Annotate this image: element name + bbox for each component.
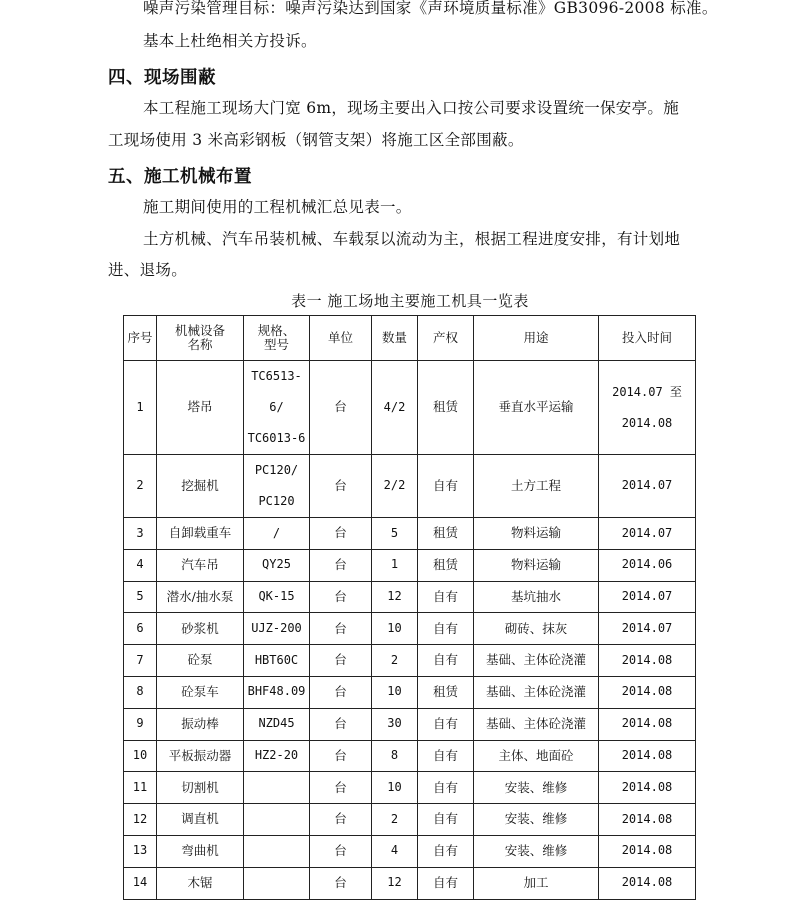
- cell-unit: [310, 740, 372, 772]
- noise-goal-text: 噪声污染管理目标：噪声污染达到国家《声环境质量标准》GB3096-2008 标准。: [143, 0, 718, 17]
- header-name-line1: 机械设备: [174, 322, 225, 338]
- header-name-line2: 名称: [187, 337, 213, 352]
- cell-date: [599, 740, 696, 772]
- cell-usage-text: 基础、主体砼浇灌: [485, 715, 586, 731]
- cell-spec: [244, 361, 310, 455]
- table-row: [124, 772, 696, 804]
- cell-date-text: 2014.08: [621, 415, 673, 430]
- cell-usage: [474, 361, 599, 455]
- cell-date: [599, 772, 696, 804]
- table-row: [124, 455, 696, 518]
- header-spec: [244, 316, 310, 361]
- cell-usage: [474, 613, 599, 645]
- cell-spec: [244, 581, 310, 613]
- cell-name-text: 砼泵: [187, 652, 213, 668]
- cell-unit-text: 台: [334, 588, 347, 604]
- cell-unit: [310, 645, 372, 677]
- cell-usage-text: 安装、维修: [504, 811, 568, 827]
- cell-date-text: 2014.07: [621, 525, 673, 540]
- cell-unit-text: 台: [334, 715, 347, 731]
- cell-no-text: 10: [132, 748, 148, 763]
- cell-date-text: 2014.07 至: [612, 384, 682, 399]
- cell-no: [124, 549, 157, 581]
- site-enclosure-heading: 四、现场围蔽: [108, 68, 216, 88]
- cell-no: [124, 581, 157, 613]
- cell-unit: [310, 613, 372, 645]
- cell-qty: [372, 518, 418, 550]
- cell-qty-text: 1: [390, 557, 399, 572]
- cell-ownership: [418, 772, 474, 804]
- cell-unit: [310, 804, 372, 836]
- cell-name-text: 振动棒: [181, 715, 219, 731]
- cell-usage: [474, 867, 599, 899]
- cell-no: [124, 708, 157, 740]
- cell-name-text: 砼泵车: [181, 684, 219, 700]
- cell-ownership-text: 自有: [432, 747, 458, 763]
- cell-date-text: 2014.08: [621, 748, 673, 763]
- cell-ownership: [418, 835, 474, 867]
- cell-qty: [372, 455, 418, 518]
- table-row: [124, 708, 696, 740]
- cell-unit: [310, 772, 372, 804]
- cell-qty-text: 10: [387, 620, 402, 635]
- cell-usage-text: 基坑抽水: [510, 588, 561, 604]
- cell-name: [157, 581, 244, 613]
- cell-date: [599, 455, 696, 518]
- cell-ownership: [418, 676, 474, 708]
- cell-unit-text: 台: [334, 557, 347, 572]
- header-spec-line1: 规格、: [257, 322, 296, 338]
- cell-unit: [310, 455, 372, 518]
- header-usage: 用途: [474, 316, 599, 361]
- cell-qty: [372, 708, 418, 740]
- machinery-paragraph-line1: 施工期间使用的工程机械汇总见表一。: [143, 198, 412, 216]
- cell-unit: [310, 361, 372, 455]
- cell-qty-text: 5: [390, 525, 399, 540]
- cell-name-text: 汽车吊: [181, 557, 219, 572]
- cell-qty: [372, 581, 418, 613]
- cell-qty: [372, 676, 418, 708]
- cell-name: [157, 804, 244, 836]
- cell-date-text: 2014.08: [621, 716, 673, 731]
- cell-qty: [372, 740, 418, 772]
- cell-no: [124, 804, 157, 836]
- cell-name-text: 弯曲机: [181, 843, 219, 859]
- header-qty: 数量: [372, 316, 418, 361]
- cell-date: [599, 708, 696, 740]
- cell-no-text: 4: [136, 557, 144, 572]
- cell-date-text: 2014.08: [621, 843, 673, 858]
- cell-qty: [372, 804, 418, 836]
- cell-spec-text: HZ2-20: [254, 748, 299, 763]
- cell-spec: [244, 549, 310, 581]
- cell-name-text: 塔吊: [187, 399, 213, 415]
- cell-date-text: 2014.07: [621, 620, 673, 635]
- cell-ownership-text: 租赁: [432, 557, 458, 572]
- cell-qty-text: 2/2: [383, 478, 406, 493]
- cell-date-text: 2014.08: [621, 811, 673, 826]
- cell-unit-text: 台: [334, 620, 347, 636]
- cell-ownership: [418, 740, 474, 772]
- cell-date: [599, 676, 696, 708]
- header-no: 序号: [124, 316, 157, 361]
- cell-spec-text: TC6513-6/: [251, 369, 302, 414]
- cell-usage: [474, 676, 599, 708]
- cell-name: [157, 518, 244, 550]
- cell-spec: [244, 518, 310, 550]
- header-spec-line2: 型号: [263, 337, 289, 352]
- cell-no-text: 2: [136, 478, 144, 493]
- cell-qty-text: 12: [387, 589, 402, 604]
- cell-spec-text: HBT60C: [254, 652, 299, 667]
- cell-date-text: 2014.06: [621, 557, 673, 572]
- table-row: [124, 835, 696, 867]
- cell-qty-text: 8: [390, 748, 399, 763]
- cell-usage: [474, 518, 599, 550]
- cell-date: [599, 518, 696, 550]
- table-row: [124, 645, 696, 677]
- cell-ownership-text: 自有: [432, 811, 458, 827]
- cell-ownership-text: 自有: [432, 588, 458, 604]
- cell-ownership-text: 自有: [432, 843, 458, 859]
- cell-usage: [474, 549, 599, 581]
- table-caption: 表一 施工场地主要施工机具一览表: [291, 292, 529, 310]
- cell-spec-text: BHF48.09: [247, 684, 306, 699]
- cell-qty: [372, 867, 418, 899]
- cell-name: [157, 708, 244, 740]
- header-ownership: 产权: [418, 316, 474, 361]
- cell-unit-text: 台: [334, 399, 347, 415]
- cell-ownership: [418, 518, 474, 550]
- cell-usage-text: 基础、主体砼浇灌: [485, 684, 586, 700]
- cell-no-text: 14: [132, 875, 148, 890]
- cell-ownership-text: 自有: [432, 874, 458, 890]
- cell-unit-text: 台: [334, 843, 347, 859]
- cell-unit: [310, 581, 372, 613]
- cell-no: [124, 676, 157, 708]
- cell-date-text: 2014.08: [621, 875, 673, 890]
- cell-unit: [310, 835, 372, 867]
- cell-usage-text: 垂直水平运输: [498, 399, 574, 415]
- cell-no-text: 11: [132, 779, 148, 794]
- cell-ownership-text: 自有: [432, 779, 458, 795]
- cell-usage: [474, 708, 599, 740]
- cell-spec-text: NZD45: [258, 716, 295, 731]
- cell-no: [124, 518, 157, 550]
- cell-name: [157, 740, 244, 772]
- cell-no-text: 6: [136, 620, 144, 635]
- cell-spec-text: QK-15: [258, 589, 295, 604]
- cell-name-text: 挖掘机: [181, 477, 219, 493]
- cell-name-text: 调直机: [181, 811, 219, 827]
- cell-ownership: [418, 867, 474, 899]
- cell-name: [157, 613, 244, 645]
- table-row: [124, 361, 696, 455]
- cell-unit: [310, 518, 372, 550]
- cell-spec: [244, 676, 310, 708]
- cell-ownership-text: 租赁: [432, 684, 458, 700]
- cell-spec: [244, 867, 310, 899]
- cell-usage-text: 砌砖、抹灰: [504, 620, 568, 636]
- cell-spec: [244, 645, 310, 677]
- cell-unit: [310, 549, 372, 581]
- cell-ownership-text: 自有: [432, 620, 458, 636]
- cell-no-text: 3: [136, 525, 144, 540]
- cell-ownership-text: 租赁: [432, 525, 458, 541]
- cell-no-text: 9: [136, 716, 144, 731]
- cell-spec: [244, 804, 310, 836]
- cell-spec: [244, 708, 310, 740]
- cell-name: [157, 549, 244, 581]
- cell-date: [599, 361, 696, 455]
- table-row: [124, 581, 696, 613]
- cell-date-text: 2014.07: [621, 478, 673, 493]
- cell-unit-text: 台: [334, 874, 347, 890]
- cell-qty: [372, 613, 418, 645]
- cell-name-text: 自卸载重车: [168, 525, 232, 541]
- cell-no: [124, 455, 157, 518]
- table-row: [124, 613, 696, 645]
- cell-date-text: 2014.08: [621, 779, 673, 794]
- cell-qty-text: 30: [387, 716, 402, 731]
- cell-name: [157, 455, 244, 518]
- cell-date: [599, 804, 696, 836]
- cell-unit: [310, 708, 372, 740]
- cell-name: [157, 867, 244, 899]
- cell-ownership: [418, 613, 474, 645]
- cell-name: [157, 835, 244, 867]
- header-name: [157, 316, 244, 361]
- cell-unit-text: 台: [334, 477, 347, 493]
- cell-ownership-text: 租赁: [432, 399, 458, 415]
- cell-ownership: [418, 549, 474, 581]
- cell-spec-text: PC120/: [254, 463, 299, 477]
- cell-usage-text: 加工: [523, 874, 549, 890]
- cell-usage: [474, 772, 599, 804]
- cell-no-text: 5: [136, 589, 144, 604]
- cell-unit-text: 台: [334, 525, 347, 541]
- cell-ownership-text: 自有: [432, 652, 458, 668]
- cell-ownership-text: 自有: [432, 477, 458, 493]
- cell-no-text: 8: [136, 684, 144, 699]
- cell-usage-text: 主体、地面砼: [498, 747, 574, 763]
- cell-usage: [474, 581, 599, 613]
- cell-no: [124, 645, 157, 677]
- cell-qty: [372, 772, 418, 804]
- enclosure-paragraph-line2: 工现场使用 3 米高彩钢板（钢管支架）将施工区全部围蔽。: [108, 131, 524, 149]
- cell-name-text: 潜水/抽水泵: [166, 588, 234, 604]
- cell-usage: [474, 740, 599, 772]
- cell-ownership-text: 自有: [432, 715, 458, 731]
- cell-spec-text: QY25: [262, 557, 291, 572]
- cell-name-text: 平板振动器: [168, 747, 232, 763]
- machinery-heading: 五、施工机械布置: [108, 167, 252, 187]
- cell-date-text: 2014.08: [621, 684, 673, 699]
- cell-no-text: 1: [136, 399, 144, 414]
- cell-ownership: [418, 455, 474, 518]
- cell-name: [157, 676, 244, 708]
- cell-date-text: 2014.08: [621, 652, 673, 667]
- cell-date-text: 2014.07: [621, 589, 673, 604]
- cell-ownership: [418, 804, 474, 836]
- header-unit: 单位: [310, 316, 372, 361]
- cell-no-text: 12: [132, 811, 148, 826]
- table-row: [124, 804, 696, 836]
- enclosure-paragraph-line1: 本工程施工现场大门宽 6m，现场主要出入口按公司要求设置统一保安亭。施: [143, 99, 679, 117]
- cell-usage: [474, 835, 599, 867]
- cell-unit: [310, 867, 372, 899]
- cell-qty-text: 4/2: [383, 399, 406, 414]
- cell-name: [157, 645, 244, 677]
- cell-date: [599, 867, 696, 899]
- cell-qty-text: 12: [387, 875, 402, 890]
- cell-name-text: 木锯: [187, 874, 213, 890]
- cell-date: [599, 581, 696, 613]
- cell-spec-text: UJZ-200: [251, 620, 302, 635]
- cell-date: [599, 835, 696, 867]
- cell-spec-text: /: [272, 525, 281, 540]
- cell-spec: [244, 455, 310, 518]
- cell-no: [124, 361, 157, 455]
- cell-unit: [310, 676, 372, 708]
- cell-name-text: 砂浆机: [181, 620, 219, 636]
- cell-unit-text: 台: [334, 779, 347, 795]
- cell-no: [124, 867, 157, 899]
- cell-spec: [244, 613, 310, 645]
- cell-qty-text: 10: [387, 779, 402, 794]
- cell-qty: [372, 645, 418, 677]
- cell-no-text: 7: [136, 652, 144, 667]
- cell-spec-text: PC120: [258, 494, 295, 508]
- cell-unit-text: 台: [334, 652, 347, 668]
- cell-no: [124, 740, 157, 772]
- cell-usage: [474, 455, 599, 518]
- equipment-table: [123, 315, 696, 900]
- cell-unit-text: 台: [334, 684, 347, 700]
- cell-usage-text: 基础、主体砼浇灌: [485, 652, 586, 668]
- cell-date: [599, 549, 696, 581]
- cell-name: [157, 772, 244, 804]
- complaints-text: 基本上杜绝相关方投诉。: [143, 32, 317, 50]
- cell-date: [599, 645, 696, 677]
- cell-name-text: 切割机: [181, 779, 219, 795]
- cell-usage: [474, 804, 599, 836]
- cell-qty-text: 10: [387, 684, 402, 699]
- cell-spec: [244, 835, 310, 867]
- cell-date: [599, 613, 696, 645]
- cell-usage: [474, 645, 599, 677]
- cell-no: [124, 835, 157, 867]
- cell-no-text: 13: [132, 843, 148, 858]
- machinery-paragraph-line2: 土方机械、汽车吊装机械、车载泵以流动为主，根据工程进度安排，有计划地: [143, 230, 681, 248]
- cell-qty-text: 2: [390, 811, 399, 826]
- header-date: 投入时间: [599, 316, 696, 361]
- cell-usage-text: 安装、维修: [504, 779, 568, 795]
- cell-no: [124, 772, 157, 804]
- cell-usage-text: 物料运输: [510, 525, 561, 541]
- cell-unit-text: 台: [334, 811, 347, 827]
- cell-spec: [244, 772, 310, 804]
- cell-qty: [372, 549, 418, 581]
- table-row: [124, 676, 696, 708]
- cell-name: [157, 361, 244, 455]
- table-row: [124, 518, 696, 550]
- cell-usage-text: 安装、维修: [504, 843, 568, 859]
- cell-unit-text: 台: [334, 747, 347, 763]
- table-row: [124, 549, 696, 581]
- cell-qty: [372, 835, 418, 867]
- machinery-paragraph-line3: 进、退场。: [108, 261, 188, 279]
- cell-no: [124, 613, 157, 645]
- cell-qty: [372, 361, 418, 455]
- table-row: [124, 867, 696, 899]
- cell-ownership: [418, 361, 474, 455]
- cell-ownership: [418, 581, 474, 613]
- cell-qty-text: 2: [390, 652, 399, 667]
- cell-usage-text: 土方工程: [510, 477, 561, 493]
- cell-ownership: [418, 645, 474, 677]
- cell-usage-text: 物料运输: [510, 557, 561, 572]
- cell-ownership: [418, 708, 474, 740]
- table-row: [124, 740, 696, 772]
- cell-spec-text: TC6013-6: [247, 431, 306, 445]
- cell-spec: [244, 740, 310, 772]
- cell-qty-text: 4: [390, 843, 399, 858]
- table-header-row: [124, 316, 696, 361]
